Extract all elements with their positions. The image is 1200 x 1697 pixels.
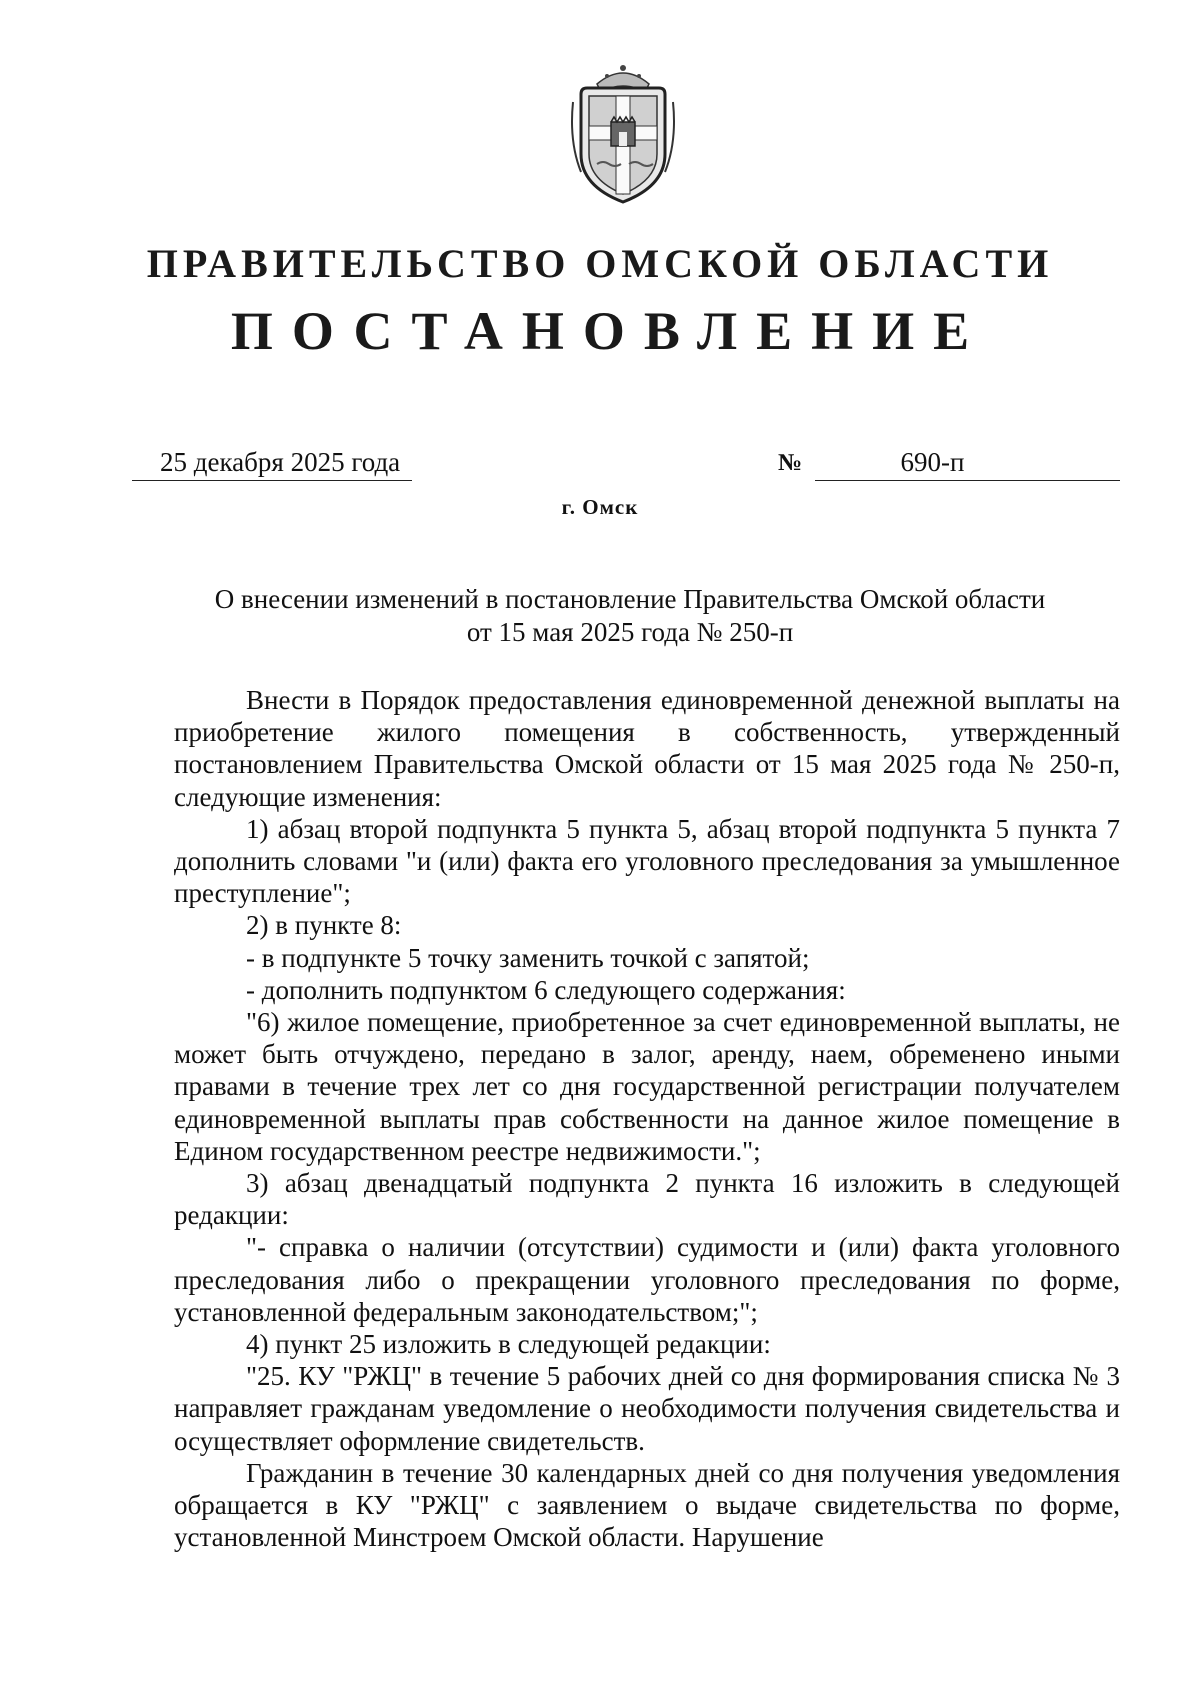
document-type-title: ПОСТАНОВЛЕНИЕ bbox=[230, 301, 989, 361]
paragraph: - в подпункте 5 точку заменить точкой с запятой; bbox=[246, 942, 810, 973]
paragraph: Внести в Порядок предоставления единовременной денежной выплаты на приобретение жилого помещения в собственность, утвержденный постановлением Правительства Омской области от 15 мая 2025 года № 250-п, следующие изменения: bbox=[174, 685, 1120, 812]
document-city: г. Омск bbox=[561, 495, 639, 519]
paragraph: Гражданин в течение 30 календарных дней со дня получения уведомления обращается в КУ "РЖЦ" с заявлением о выдаче свидетельства по форме, установленной Минстроем Омской области. Нарушение bbox=[174, 1457, 1120, 1553]
document-date: 25 декабря 2025 года bbox=[132, 445, 412, 481]
subject-line-1: О внесении изменений в постановление Правительства Омской области bbox=[214, 584, 1046, 614]
paragraph: 4) пункт 25 изложить в следующей редакции: bbox=[246, 1329, 771, 1360]
paragraph: "25. КУ "РЖЦ" в течение 5 рабочих дней со дня формирования списка № 3 направляет гражданам уведомление о необходимости получения свидетельства и осуществляет оформление свидетельств. bbox=[174, 1361, 1120, 1456]
document-body bbox=[174, 684, 1120, 1553]
paragraph: - дополнить подпунктом 6 следующего содержания: bbox=[246, 974, 846, 1005]
government-title: ПРАВИТЕЛЬСТВО ОМСКОЙ ОБЛАСТИ bbox=[146, 241, 1054, 286]
paragraph: 1) абзац второй подпункта 5 пункта 5, абзац второй подпункта 5 пункта 7 дополнить словами "и (или) факта его уголовного преследования за умышленное преступление"; bbox=[174, 813, 1120, 909]
document-subject bbox=[180, 583, 1080, 649]
paragraph: 2) в пункте 8: bbox=[246, 910, 402, 941]
document-number: 690-п bbox=[815, 445, 1120, 481]
omsk-oblast-coat-of-arms-icon bbox=[567, 62, 679, 207]
subject-line-2: от 15 мая 2025 года № 250-п bbox=[466, 617, 794, 647]
paragraph: "6) жилое помещение, приобретенное за счет единовременной выплаты, не может быть отчуждено, передано в залог, аренду, наем, обременено иными правами в течение трех лет со дня государственной регистрации получателем единовременной выплаты прав собственности на данное жилое помещение в Едином государственном реестре недвижимости."; bbox=[174, 1007, 1120, 1166]
paragraph: 3) абзац двенадцатый подпункта 2 пункта 16 изложить в следующей редакции: bbox=[174, 1168, 1120, 1231]
number-sign: № bbox=[778, 450, 803, 476]
paragraph: "- справка о наличии (отсутствии) судимости и (или) факта уголовного преследования либо о прекращении уголовного преследования по форме, установленной федеральным законодательством;"; bbox=[174, 1232, 1120, 1327]
